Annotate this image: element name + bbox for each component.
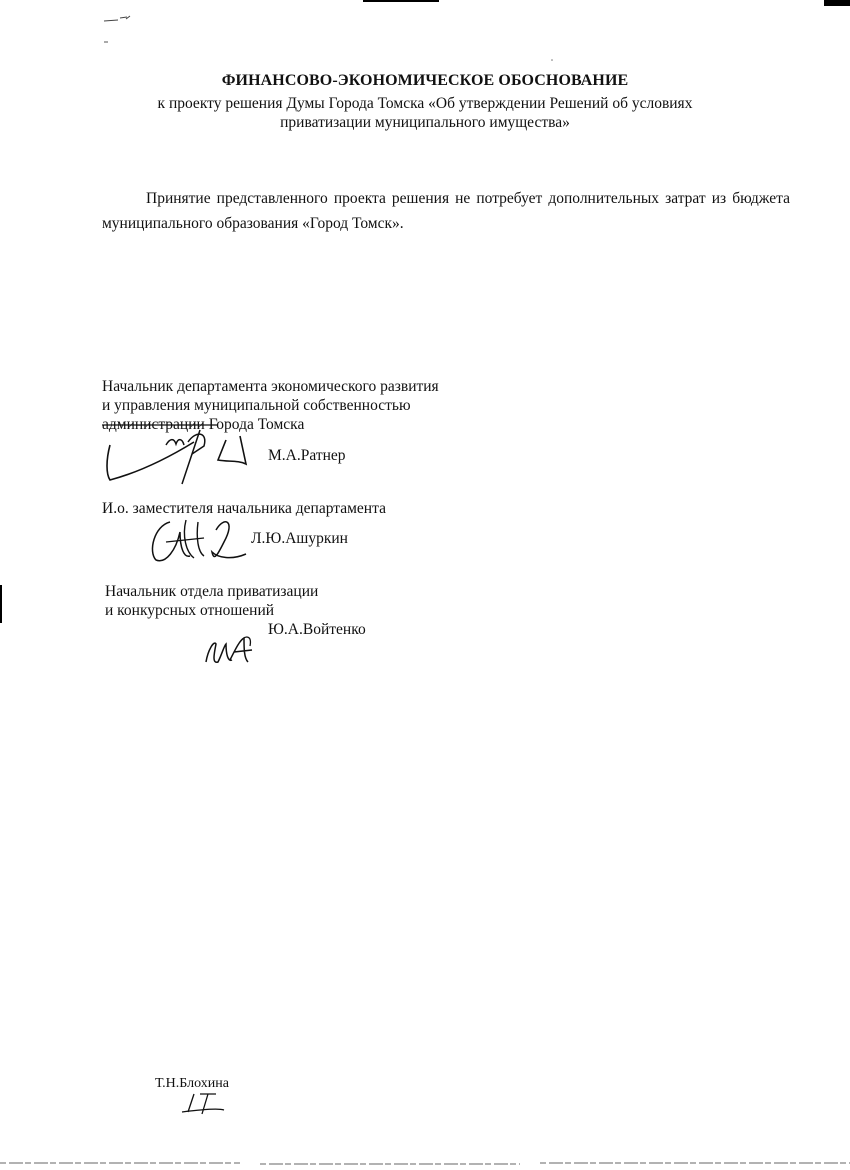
signature-3: [200, 632, 262, 672]
signatory-3-position-line-2: и конкурсных отношений: [105, 602, 275, 619]
document-title: ФИНАНСОВО-ЭКОНОМИЧЕСКОЕ ОБОСНОВАНИЕ: [221, 72, 629, 89]
document-subtitle-line-2: приватизации муниципального имущества»: [280, 114, 570, 131]
executor-name: Т.Н.Блохина: [155, 1076, 229, 1091]
signatory-1-name: М.А.Ратнер: [268, 447, 346, 464]
document-subtitle-line-1: к проекту решения Думы Города Томска «Об утверждении Решений об условиях: [157, 95, 693, 112]
signatory-2-position-line-1: И.о. заместителя начальника департамента: [102, 500, 386, 517]
signatory-1-position-line-3: администрации Города Томска: [102, 416, 305, 433]
signature-1: [100, 412, 260, 490]
signatory-3-name: Ю.А.Войтенко: [268, 621, 366, 638]
signatory-2-name: Л.Ю.Ашуркин: [251, 530, 348, 547]
signatory-1-position-line-1: Начальник департамента экономического развития: [102, 378, 439, 395]
signatory-3-position-line-1: Начальник отдела приватизации: [105, 583, 319, 600]
executor-initials: [178, 1088, 228, 1118]
signature-2: [146, 512, 246, 570]
signatory-1-position-line-2: и управления муниципальной собственностью: [102, 397, 411, 414]
body-paragraph: Принятие представленного проекта решения не потребует дополнительных затрат из бюджета муниципального образования «Город Томск».: [102, 190, 790, 232]
